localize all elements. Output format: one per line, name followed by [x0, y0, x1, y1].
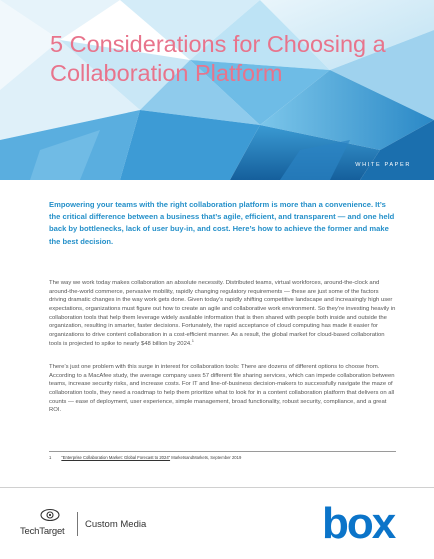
footnote-number: 1	[49, 455, 52, 460]
footer-logo-divider	[77, 512, 78, 536]
box-logo-text: box	[322, 504, 395, 544]
page-title: 5 Considerations for Choosing a Collaboration Platform	[50, 31, 386, 86]
techtarget-wordmark: TechTarget	[20, 526, 65, 537]
footnote	[49, 455, 396, 460]
custom-media-label: Custom Media	[85, 519, 147, 530]
body-paragraph-1-text: The way we work today makes collaboration an absolute necessity. Distributed teams, virtual workforces, around-the-clock and around-the-world commerce, pervasive mobility, rapidly changing regulatory requirements — these are just some of the factors driving dramatic changes in the way work gets done. Given today’s rapidly shifting competitive landscape and increasingly high user expectations, organizations must figure out how to create an agile and collaborative work environment. So they’re investing heavily in collaboration tools that help them leverage widely available information that is then shared with people both inside and outside the organization, resulting in smarter, faster decisions. Fortunately, the rapid acceptance of cloud computing has made it easier for organizations to drive content collaboration in a cost-efficient manner. As a result, the global market for cloud-based collaboration tools is projected to spike to nearly $48 billion by 2024.	[49, 280, 396, 347]
doc-type-label: WHITE PAPER	[355, 162, 411, 168]
header-banner-graphic	[0, 0, 434, 180]
body-paragraph-1	[49, 279, 396, 348]
footnote-source: MarketsandMarkets, September 2019	[170, 455, 242, 460]
box-logo-icon	[322, 504, 410, 544]
footnote-link[interactable]: “Enterprise Collaboration Market: Global Forecast to 2024”	[61, 455, 171, 460]
footnote-ref: 1	[191, 337, 195, 343]
footnote-divider	[49, 451, 396, 452]
footer-divider	[0, 487, 434, 488]
body-paragraph-2: There’s just one problem with this surge in interest for collaboration tools: There are dozens of different options to choose from. According to a MacAfee study, the average company uses 57 different file sharing services, which can impede collaboration between teams, increase security risks, and increase costs. For IT and line-of-business decision-makers to successfully navigate the maze of collaboration tools, they need a roadmap to help them prioritize what to look for in a content collaboration platform that delivers on all counts — ease of deployment, user experience, simple management, broad functionality, robust security, compliance, and a great ROI.	[49, 364, 395, 414]
lead-paragraph: Empowering your teams with the right collaboration platform is more than a convenience. It’s the critical difference between a business that’s agile, efficient, and transparent — and one held back by bottlenecks, lack of user buy-in, and cost. Here’s how to achieve the former and make the best decision.	[49, 200, 395, 246]
